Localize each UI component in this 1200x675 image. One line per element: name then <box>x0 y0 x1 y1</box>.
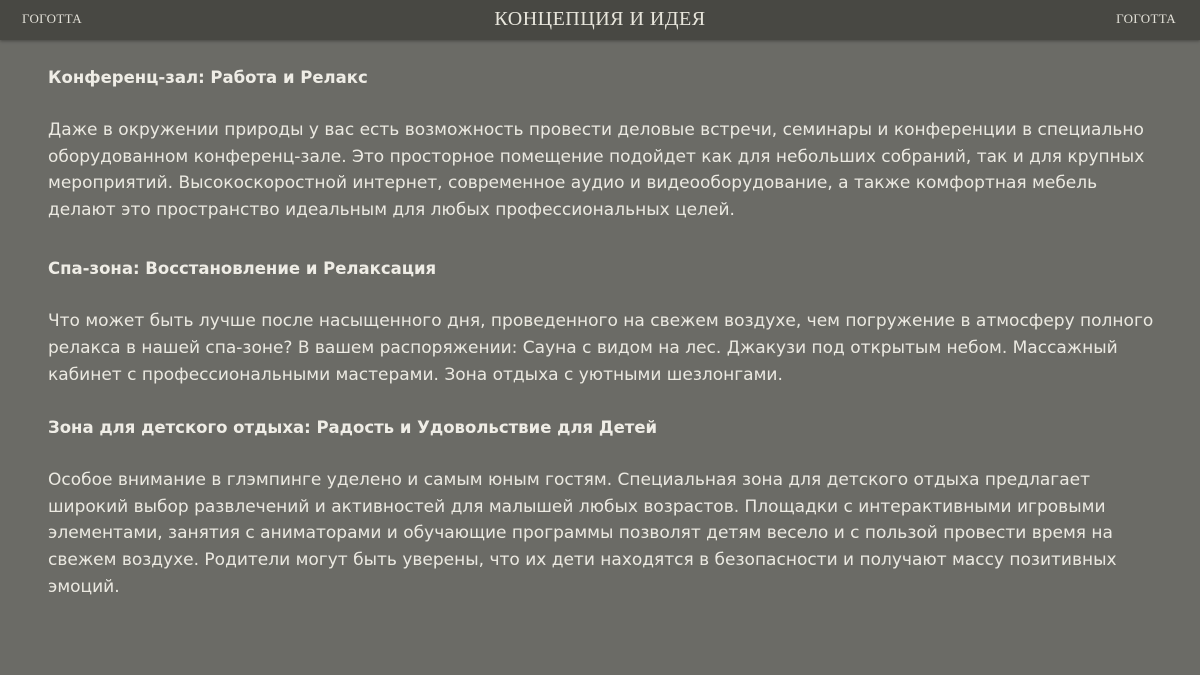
content-area <box>48 66 1168 600</box>
section-text: Что может быть лучше после насыщенного дня, проведенного на свежем воздухе, чем погружение в атмосферу полного релакса в нашей спа-зоне? В вашем распоряжении: Сауна с видом на лес. Джакузи под открытым небом. Массажный кабинет с профессиональными мастерами. Зона отдыха с уютными шезлонгами. <box>48 311 1154 385</box>
brand-name-right: ГОГОТТА <box>1116 11 1176 26</box>
section-spa-zone <box>48 257 1168 388</box>
section-text: Особое внимание в глэмпинге уделено и самым юным гостям. Специальная зона для детского отдыха предлагает широкий выбор развлечений и активностей для малышей любых возрастов. Площадки с интерактивными игровыми элементами, занятия с аниматорами и обучающие программы позволят детям весело и с пользой провести время на свежем воздухе. Родители могут быть уверены, что их дети находятся в безопасности и получают массу позитивных эмоций. <box>48 470 1117 597</box>
section-text: Даже в окружении природы у вас есть возможность провести деловые встречи, семинары и конференции в специально оборудованном конференц-зале. Это просторное помещение подойдет как для небольших собраний, так и для крупных мероприятий. Высокоскоростной интернет, современное аудио и видеооборудование, а также комфортная мебель делают это пространство идеальным для любых профессиональных целей. <box>48 120 1145 220</box>
section-conference-hall <box>48 66 1168 223</box>
page-title: КОНЦЕПЦИЯ И ИДЕЯ <box>494 8 706 30</box>
header-bar <box>0 0 1200 40</box>
section-heading: Зона для детского отдыха: Радость и Удовольствие для Детей <box>48 418 658 438</box>
brand-name-left: ГОГОТТА <box>22 11 82 26</box>
section-heading: Конференц-зал: Работа и Релакс <box>48 68 368 87</box>
section-heading: Спа-зона: Восстановление и Релаксация <box>48 259 437 279</box>
section-kids-zone <box>48 416 1168 600</box>
